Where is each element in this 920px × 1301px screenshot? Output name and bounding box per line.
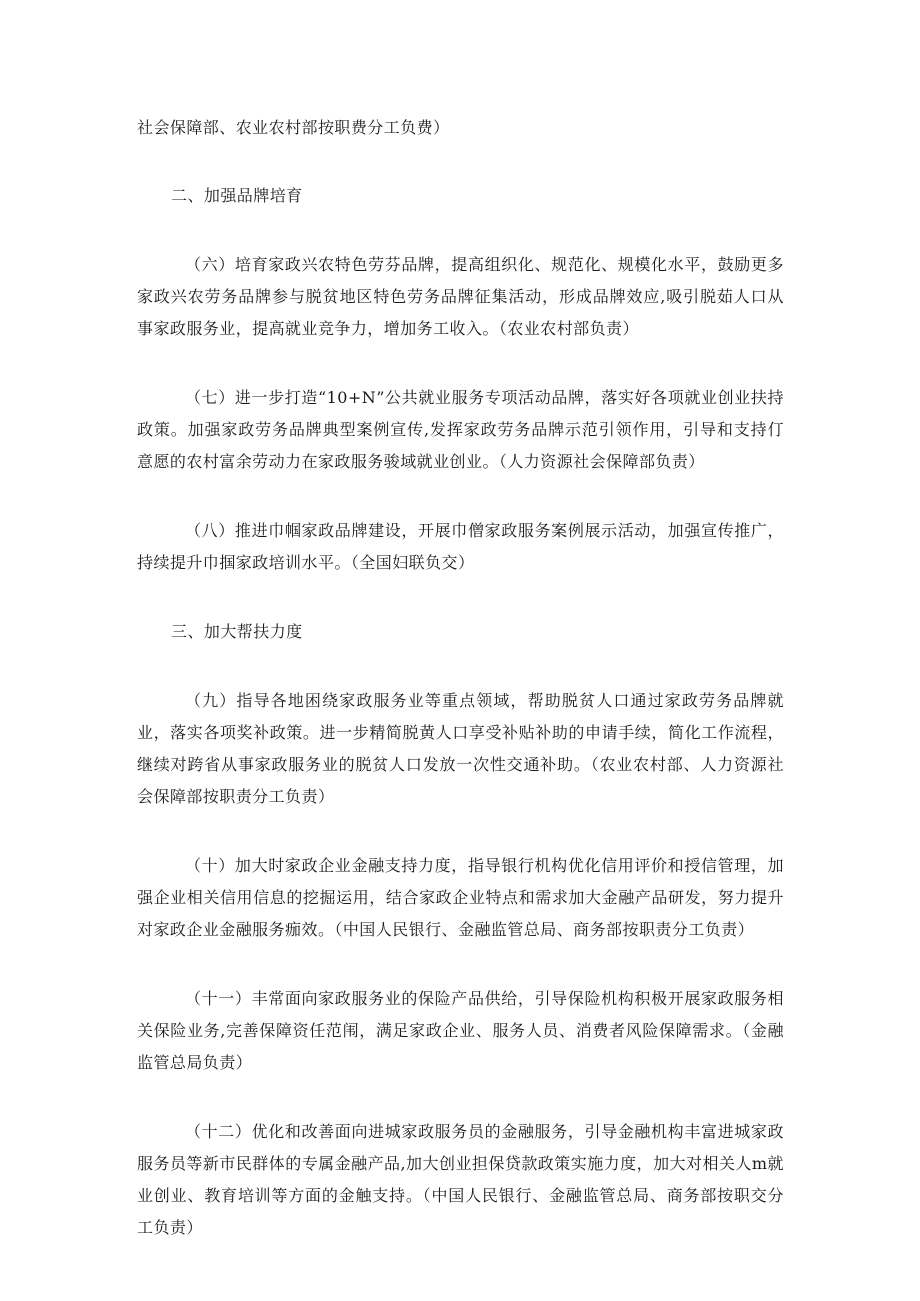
paragraph-item-11: （十一）丰常面向家政服务业的保险产品供给，引导保险机构积极开展家政服务相关保险业务,完善保障资任范闱，满足家政企业、服务人员、消费者风险保障需求。（金融监管总局负责） bbox=[137, 989, 784, 1072]
paragraph-item-12: （十二）优化和改善面向进城家政服务员的金融服务，引导金融机构丰富进城家政服务员等新市民群体的专属金融产品,加大创业担保贷款政策实施力度，加大对相关人m就业创业、教育培训等方面的金触支持。（中国人民银行、金融监管总局、商务部按职交分工负责） bbox=[137, 1122, 784, 1237]
paragraph-item-10: （十）加大时家政企业金融支持力度，指导银行机构优化信用评价和授信管理，加强企业相关信用信息的挖掘运用，结合家政企业特点和需求加大金融产品研发，努力提升对家政企业金融服务痂效。（中国人民银行、金融监管总局、商务部按职责分工负责） bbox=[137, 856, 784, 939]
paragraph-item-9: （九）指导各地困绕家政服务业等重点领域，帮助脱贫人口通过家政劳务品牌就业，落实各项奖补政策。进一步精简脱黄人口享受补贴补助的申请手续，简化工作流程，继续对跨省从事家政服务业的脱贫人口发放一次性交通补助。（农业农村部、人力资源社会保障部按职责分工负责） bbox=[137, 691, 784, 806]
paragraph-item-8: （八）推进巾帼家政品牌建设，开展巾僧家政服务案例展示活动，加强宣传推广，持续提升巾掴家政培训水平。（全国妇联负交） bbox=[137, 521, 784, 572]
paragraph-item-7: （七）进一步打造“10+N”公共就业服务专项活动品牌，落实好各项就业创业扶持政策。加强家政劳务品牌典型案例宣传,发挥家政劳务品牌示范引领作用，引导和支持仃意愿的农村富余劳动力在家政服务骏域就业创业。（人力资源社会保障部负责） bbox=[137, 388, 784, 471]
section-heading-brand: 二、加强品牌培育 bbox=[171, 186, 303, 205]
paragraph-item-6: （六）培育家政兴农特色劳芬品牌，提高组织化、规范化、规模化水平，鼓励更多家政兴农劳务品牌参与脱贫地区特色劳务品牌征集活动，形成品牌效应,吸引脱茹人口从事家政服务业，提高就业竞争力，增加务工收入。（农业农村部负责） bbox=[137, 255, 784, 338]
continuation-text: 社会保障部、农业农村部按职费分工负费） bbox=[137, 118, 450, 137]
section-heading-support: 三、加大帮扶力度 bbox=[171, 622, 303, 641]
